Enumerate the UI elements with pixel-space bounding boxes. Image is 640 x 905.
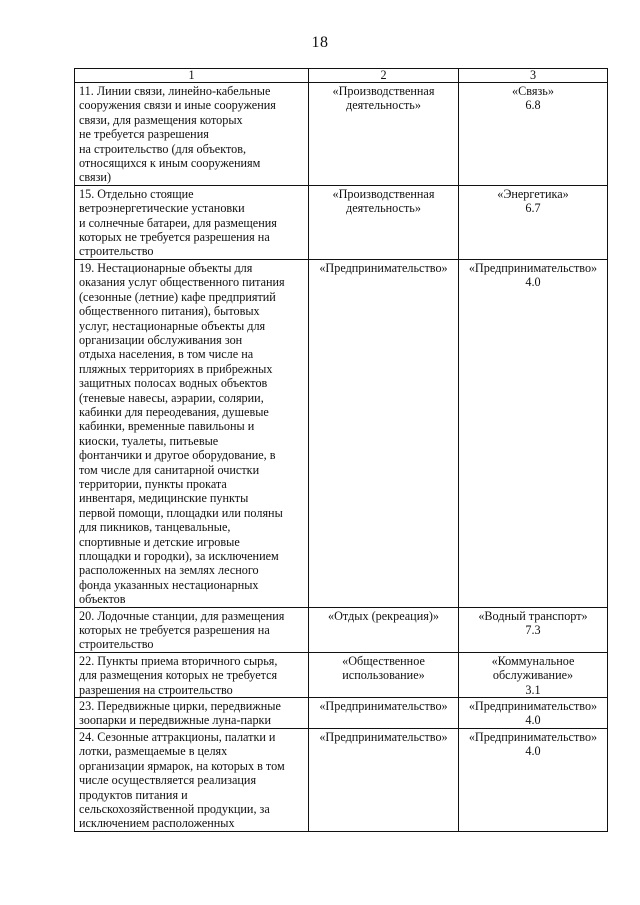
category-line: «Общественное <box>342 653 425 668</box>
permitted-use-name: «Предпринимательство» <box>468 260 598 275</box>
description-line: исключением расположенных <box>79 816 235 831</box>
description-line: зоопарки и передвижные луна-парки <box>79 713 271 728</box>
permitted-use-name: «Предпринимательство» <box>468 729 598 744</box>
object-description <box>75 185 309 259</box>
zone-category <box>309 607 459 652</box>
description-line: пляжных территориях в прибрежных <box>79 361 273 376</box>
category-line: использование» <box>342 668 425 683</box>
description-line: организации ярмарок, на которых в том <box>79 758 285 773</box>
table-row <box>75 83 608 186</box>
permitted-use-kind <box>459 259 608 607</box>
description-line: 24. Сезонные аттракционы, палатки и <box>79 729 276 744</box>
object-description <box>75 698 309 729</box>
description-line: кабинки, временные павильоны и <box>79 419 255 434</box>
description-line: расположенных на землях лесного <box>79 563 259 578</box>
description-line: организации обслуживания зон <box>79 332 243 347</box>
column-header-1: 1 <box>75 69 309 83</box>
category-line: «Предпринимательство» <box>319 699 448 714</box>
permitted-use-kind <box>459 185 608 259</box>
object-description <box>75 728 309 831</box>
permitted-use-name: «Связь» <box>512 84 554 98</box>
description-line: строительство <box>79 244 154 259</box>
description-line: строительство <box>79 637 154 652</box>
zone-category <box>309 652 459 697</box>
category-line: «Предпринимательство» <box>319 260 448 275</box>
description-line: фонтанчики и другое оборудование, в <box>79 448 276 463</box>
description-line: числе осуществляется реализация <box>79 773 257 788</box>
permitted-use-kind <box>459 698 608 729</box>
category-line: деятельность» <box>346 201 421 216</box>
zone-category <box>309 83 459 186</box>
table-body <box>75 83 608 832</box>
object-description <box>75 652 309 697</box>
category-line: «Предпринимательство» <box>319 729 448 744</box>
permitted-use-code: 6.7 <box>525 201 541 216</box>
description-line: для размещения которых не требуется <box>79 668 278 683</box>
permitted-use-kind <box>459 652 608 697</box>
description-line: лотки, размещаемые в целях <box>79 744 228 759</box>
permitted-use-name: «Предпринимательство» <box>468 699 598 714</box>
object-description <box>75 259 309 607</box>
description-line: связи, для размещения которых <box>79 112 243 127</box>
permitted-use-code: 4.0 <box>525 744 541 759</box>
permitted-use-code: 3.1 <box>525 682 541 697</box>
category-line: «Отдых (рекреация)» <box>328 608 439 623</box>
description-line: оказания услуг общественного питания <box>79 275 285 290</box>
description-line: объектов <box>79 592 126 607</box>
description-line: сооружения связи и иные сооружения <box>79 98 276 113</box>
zone-category <box>309 259 459 607</box>
description-line: площадки и городки), за исключением <box>79 549 279 563</box>
description-line: киоски, туалеты, питьевые <box>79 433 219 448</box>
table-row <box>75 652 608 697</box>
permitted-use-code: 4.0 <box>525 275 541 290</box>
description-line: инвентаря, медицинские пункты <box>79 491 249 506</box>
description-line: 23. Передвижные цирки, передвижные <box>79 699 281 714</box>
permitted-use-kind <box>459 83 608 186</box>
column-header-2: 2 <box>309 69 459 83</box>
category-line: «Производственная <box>332 84 435 98</box>
permitted-use-code: 4.0 <box>525 713 541 728</box>
permitted-use-code: 7.3 <box>525 623 541 638</box>
description-line: 22. Пункты приема вторичного сырья, <box>79 653 278 668</box>
description-line: первой помощи, площадки или поляны <box>79 505 283 520</box>
table-row <box>75 259 608 607</box>
description-line: разрешения на строительство <box>79 682 233 697</box>
description-line: 19. Нестационарные объекты для <box>79 260 253 275</box>
description-line: 11. Линии связи, линейно-кабельные <box>79 84 271 98</box>
description-line: фонда указанных нестационарных <box>79 577 259 592</box>
description-line: 20. Лодочные станции, для размещения <box>79 608 285 623</box>
column-header-3: 3 <box>459 69 608 83</box>
description-line: (сезонные (летние) кафе предприятий <box>79 289 276 304</box>
object-description <box>75 607 309 652</box>
category-line: деятельность» <box>346 98 421 113</box>
description-line: не требуется разрешения <box>79 127 209 142</box>
description-line: и солнечные батареи, для размещения <box>79 215 277 230</box>
description-line: спортивные и детские игровые <box>79 534 240 549</box>
description-line: (теневые навесы, аэрарии, солярии, <box>79 390 264 405</box>
description-line: территории, пункты проката <box>79 476 227 491</box>
description-line: услуг, нестационарные объекты для <box>79 318 266 333</box>
category-line: «Производственная <box>332 186 435 201</box>
table-row <box>75 185 608 259</box>
permitted-use-name: «Водный транспорт» <box>478 608 588 623</box>
description-line: кабинки для переодевания, душевые <box>79 404 269 419</box>
description-line: которых не требуется разрешения на <box>79 623 270 638</box>
description-line: 15. Отдельно стоящие <box>79 186 194 201</box>
description-line: общественного питания), бытовых <box>79 304 260 319</box>
description-line: относящихся к иным сооружениям <box>79 156 261 171</box>
description-line: сельскохозяйственной продукции, за <box>79 801 270 816</box>
description-line: ветроэнергетические установки <box>79 201 245 216</box>
description-line: продуктов питания и <box>79 787 188 802</box>
permitted-use-name: «Коммунальное обслуживание» <box>491 653 575 683</box>
description-line: на строительство (для объектов, <box>79 141 247 156</box>
description-line: отдыха населения, в том числе на <box>79 347 254 362</box>
zone-category <box>309 185 459 259</box>
table-row <box>75 728 608 831</box>
description-line: для пикников, танцевальные, <box>79 520 231 535</box>
object-description <box>75 83 309 186</box>
description-line: которых не требуется разрешения на <box>79 230 270 245</box>
permitted-use-code: 6.8 <box>525 98 541 113</box>
land-use-table <box>74 68 608 832</box>
permitted-use-name: «Энергетика» <box>497 186 569 201</box>
zone-category <box>309 728 459 831</box>
description-line: том числе для санитарной очистки <box>79 462 260 477</box>
table-header-row <box>75 69 608 83</box>
permitted-use-kind <box>459 607 608 652</box>
description-line: связи) <box>79 170 112 185</box>
table-row <box>75 607 608 652</box>
description-line: защитных полосах водных объектов <box>79 376 268 391</box>
page-number: 18 <box>311 34 329 51</box>
table-row <box>75 698 608 729</box>
permitted-use-kind <box>459 728 608 831</box>
zone-category <box>309 698 459 729</box>
